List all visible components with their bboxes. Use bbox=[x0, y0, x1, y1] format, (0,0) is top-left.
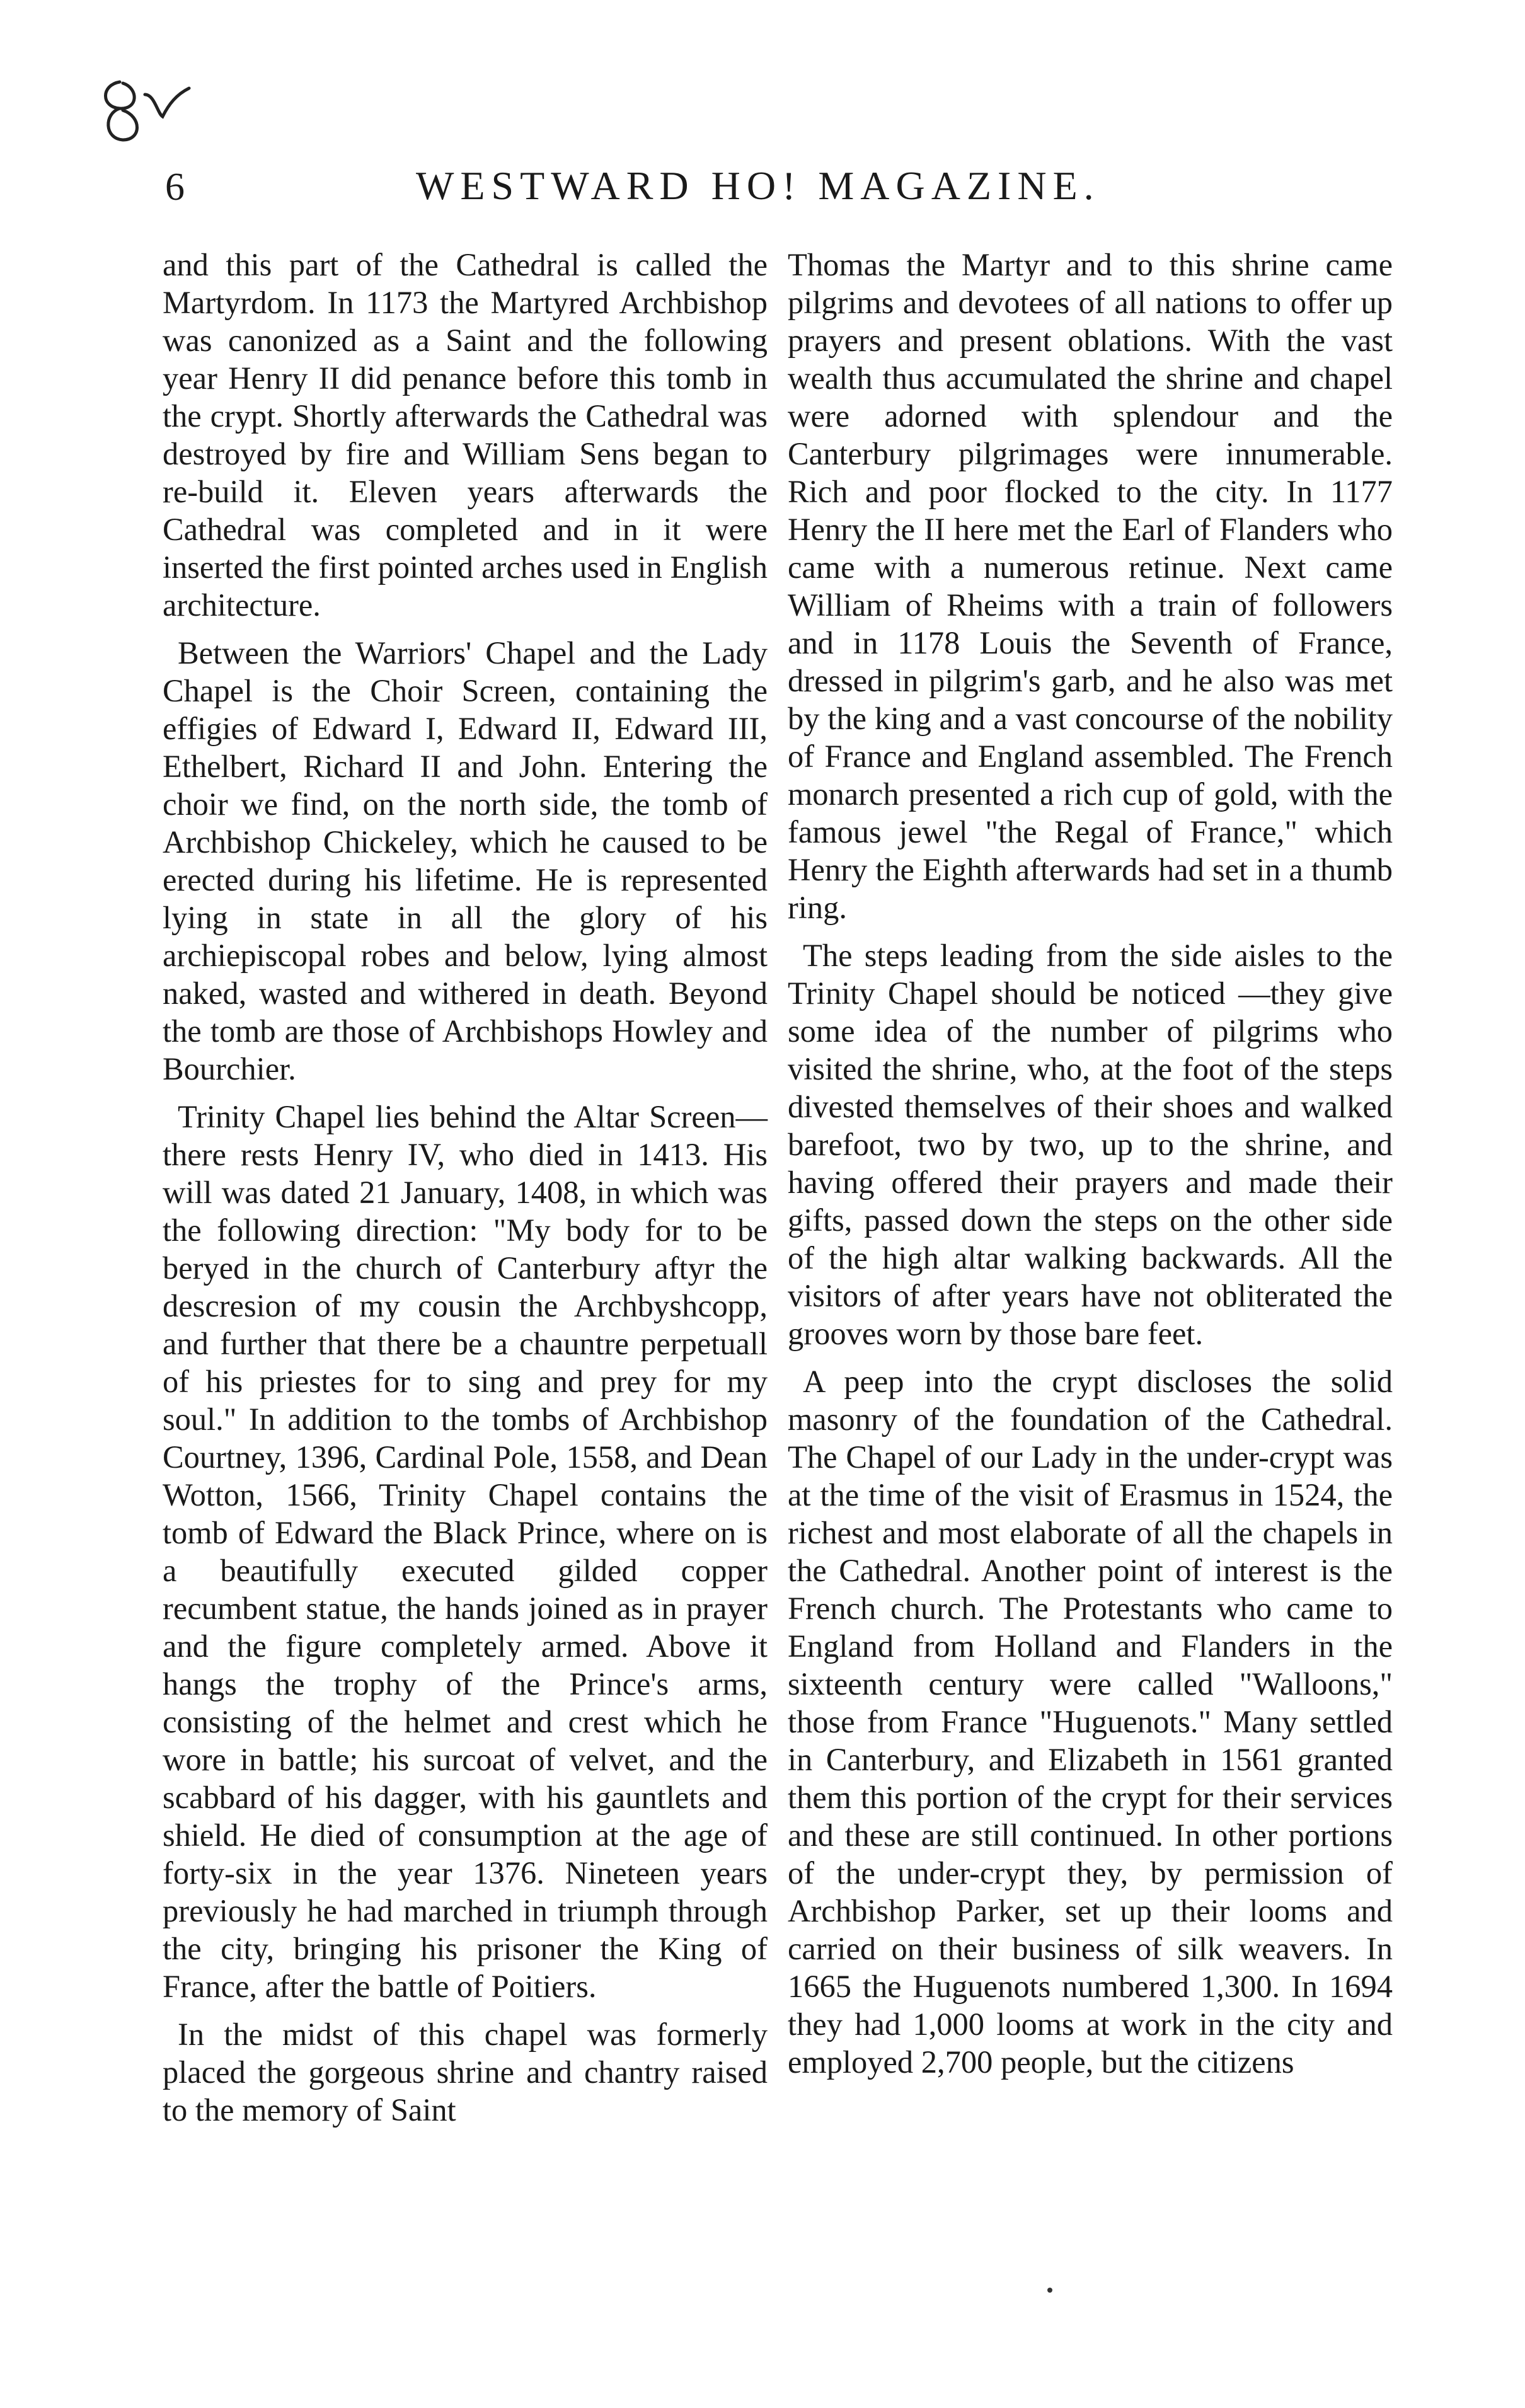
paragraph: Trinity Chapel lies behind the Altar Screen—there rests Henry IV, who died in 1413. His will was dated 21 January, 1408, in which was the following direction: "My body for to be beryed in the church of Canterbury aftyr the descresion of my cousin the Archbyshcopp, and further that there be a chauntre perpetuall of his priestes for to sing and prey for my soul." In addition to the tombs of Archbishop Courtney, 1396, Cardinal Pole, 1558, and Dean Wotton, 1566, Trinity Chapel contains the tomb of Edward the Black Prince, where on is a beautifully executed gilded copper recumbent statue, the hands joined as in prayer and the figure completely armed. Above it hangs the trophy of the Prince's arms, consisting of the helmet and crest which he wore in battle; his surcoat of velvet, and the scabbard of his dagger, with his gauntlets and shield. He died of consumption at the age of forty-six in the year 1376. Nineteen years previously he had marched in triumph through the city, bringing his prisoner the King of France, after the battle of Poitiers. bbox=[163, 1099, 768, 2004]
page-number: 6 bbox=[165, 166, 185, 209]
paragraph: Between the Warriors' Chapel and the Lady Chapel is the Choir Screen, containing the effigies of Edward I, Edward II, Edward III, Ethelbert, Richard II and John. Entering the choir we find, on the north side, the tomb of Archbishop Chickeley, which he caused to be erected during his lifetime. He is represented lying in state in all the glory of his archiepiscopal robes and below, lying almost naked, wasted and withered in death. Beyond the tomb are those of Archbishops Howley and Bourchier. bbox=[163, 635, 768, 1086]
handwritten-page-mark bbox=[95, 69, 202, 164]
paragraph: The steps leading from the side aisles to the Trinity Chapel should be noticed —they give some idea of the number of pilgrims who visited the shrine, who, at the foot of the steps divested themselves of their shoes and walked barefoot, two by two, up to the shrine, and having offered their prayers and made their gifts, passed down the steps on the other side of the high altar walking backwards. All the visitors of after years have not obliterated the grooves worn by those bare feet. bbox=[788, 938, 1393, 1351]
running-head: WESTWARD HO! MAGAZINE. bbox=[416, 163, 1100, 208]
paragraph: In the midst of this chapel was formerly placed the gorgeous shrine and chantry raised to the memory of Saint bbox=[163, 2017, 768, 2128]
paragraph: Thomas the Martyr and to this shrine came pilgrims and devotees of all nations to offer up prayers and present oblations. With the vast wealth thus accumulated the shrine and chapel were adorned with splendour and the Canterbury pilgrimages were innumerable. Rich and poor flocked to the city. In 1177 Henry the II here met the Earl of Flanders who came with a numerous retinue. Next came William of Rheims with a train of followers and in 1178 Louis the Seventh of France, dressed in pilgrim's garb, and he also was met by the king and a vast concourse of the nobility of France and England assembled. The French monarch presented a rich cup of gold, with the famous jewel "the Regal of France," which Henry the Eighth afterwards had set in a thumb ring. bbox=[788, 247, 1393, 925]
ink-speck bbox=[1047, 2288, 1052, 2293]
paragraph: A peep into the crypt discloses the solid masonry of the foundation of the Cathedral. The Chapel of our Lady in the under-crypt was at the time of the visit of Erasmus in 1524, the richest and most elaborate of all the chapels in the Cathedral. Another point of interest is the French church. The Protestants who came to England from Holland and Flanders in the sixteenth century were called "Walloons," those from France "Huguenots." Many settled in Canterbury, and Elizabeth in 1561 granted them this portion of the crypt for their services and these are still continued. In other portions of the under-crypt they, by permission of Archbishop Parker, set up their looms and carried on their business of silk weavers. In 1665 the Huguenots numbered 1,300. In 1694 they had 1,000 looms at work in the city and employed 2,700 people, but the citizens bbox=[788, 1364, 1393, 2080]
paragraph: and this part of the Cathedral is called the Martyrdom. In 1173 the Martyred Archbishop was canonized as a Saint and the following year Henry II did penance before this tomb in the crypt. Shortly afterwards the Cathedral was destroyed by fire and William Sens began to re-build it. Eleven years afterwards the Cathedral was completed and in it were inserted the first pointed arches used in English architecture. bbox=[163, 247, 768, 623]
right-column bbox=[788, 246, 1393, 2091]
left-column bbox=[163, 246, 768, 2139]
